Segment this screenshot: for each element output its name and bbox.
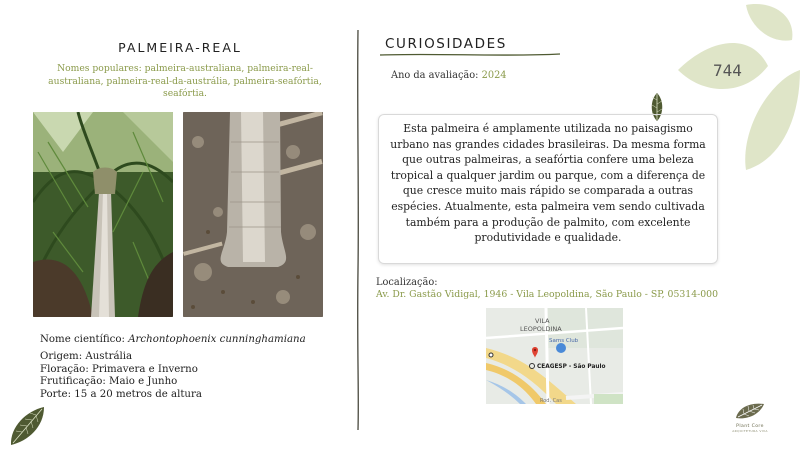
size: Porte: 15 a 20 metros de altura [40,389,202,401]
map-district-label-2: LEOPOLDINA [520,325,562,333]
year-label: Ano da avaliação: [391,70,479,81]
scientific-name: Archontophoenix cunninghamiana [128,334,306,345]
column-divider [356,30,360,430]
year-value: 2024 [481,70,507,81]
card-number: 744 [713,61,742,80]
map-pin-label: CEAGESP - São Paulo [537,364,606,370]
map-district-label: VILA [535,317,550,325]
title-underline [380,52,560,58]
scientific-name-label: Nome científico: [40,334,125,345]
curiosities-title: CURIOSIDADES [385,36,507,52]
brand-leaf-icon [734,402,766,420]
palm-trunk-photo [183,112,323,317]
location-map[interactable] [486,308,623,404]
palm-canopy-photo [33,112,173,317]
plant-facts [40,334,306,402]
brand-logo [728,402,772,433]
brand-tagline: ARQUITETURA VIVA [732,429,768,433]
origin: Origem: Austrália [40,350,133,362]
map-store-label: Sams Club [549,338,579,344]
map-road-label: Rod. Cas [540,398,562,404]
evaluation-year [391,70,507,81]
popular-names: Nomes populares: palmeira-australiana, palmeira-real-australiana, palmeira-real-da-austrália, palmeira-seafórtia, seafórtia. [48,63,322,99]
location-label: Localização: [376,277,438,288]
curiosity-text-card: Esta palmeira é amplamente utilizada no paisagismo urbano nas grandes cidades brasileiras. Da mesma forma que outras palmeiras, a seafórtia confere uma beleza tropical a qualquer jardim ou parque, com a diferença de que cresce muito mais rápido se comparada a outras espécies. Atualmente, esta palmeira vem sendo cultivada também para a produção de palmito, com excelente produtividade e qualidade. [378,114,718,264]
location-address[interactable]: Av. Dr. Gastão Vidigal, 1946 - Vila Leopoldina, São Paulo - SP, 05314-000 [376,289,719,300]
fruiting: Frutificação: Maio e Junho [40,376,178,388]
leaf-decoration-bottom-left [8,405,46,447]
flowering: Floração: Primavera e Inverno [40,363,198,375]
scientific-name-row [40,334,306,347]
brand-name: Plant Core [736,424,764,429]
page-title: PALMEIRA-REAL [118,40,242,55]
